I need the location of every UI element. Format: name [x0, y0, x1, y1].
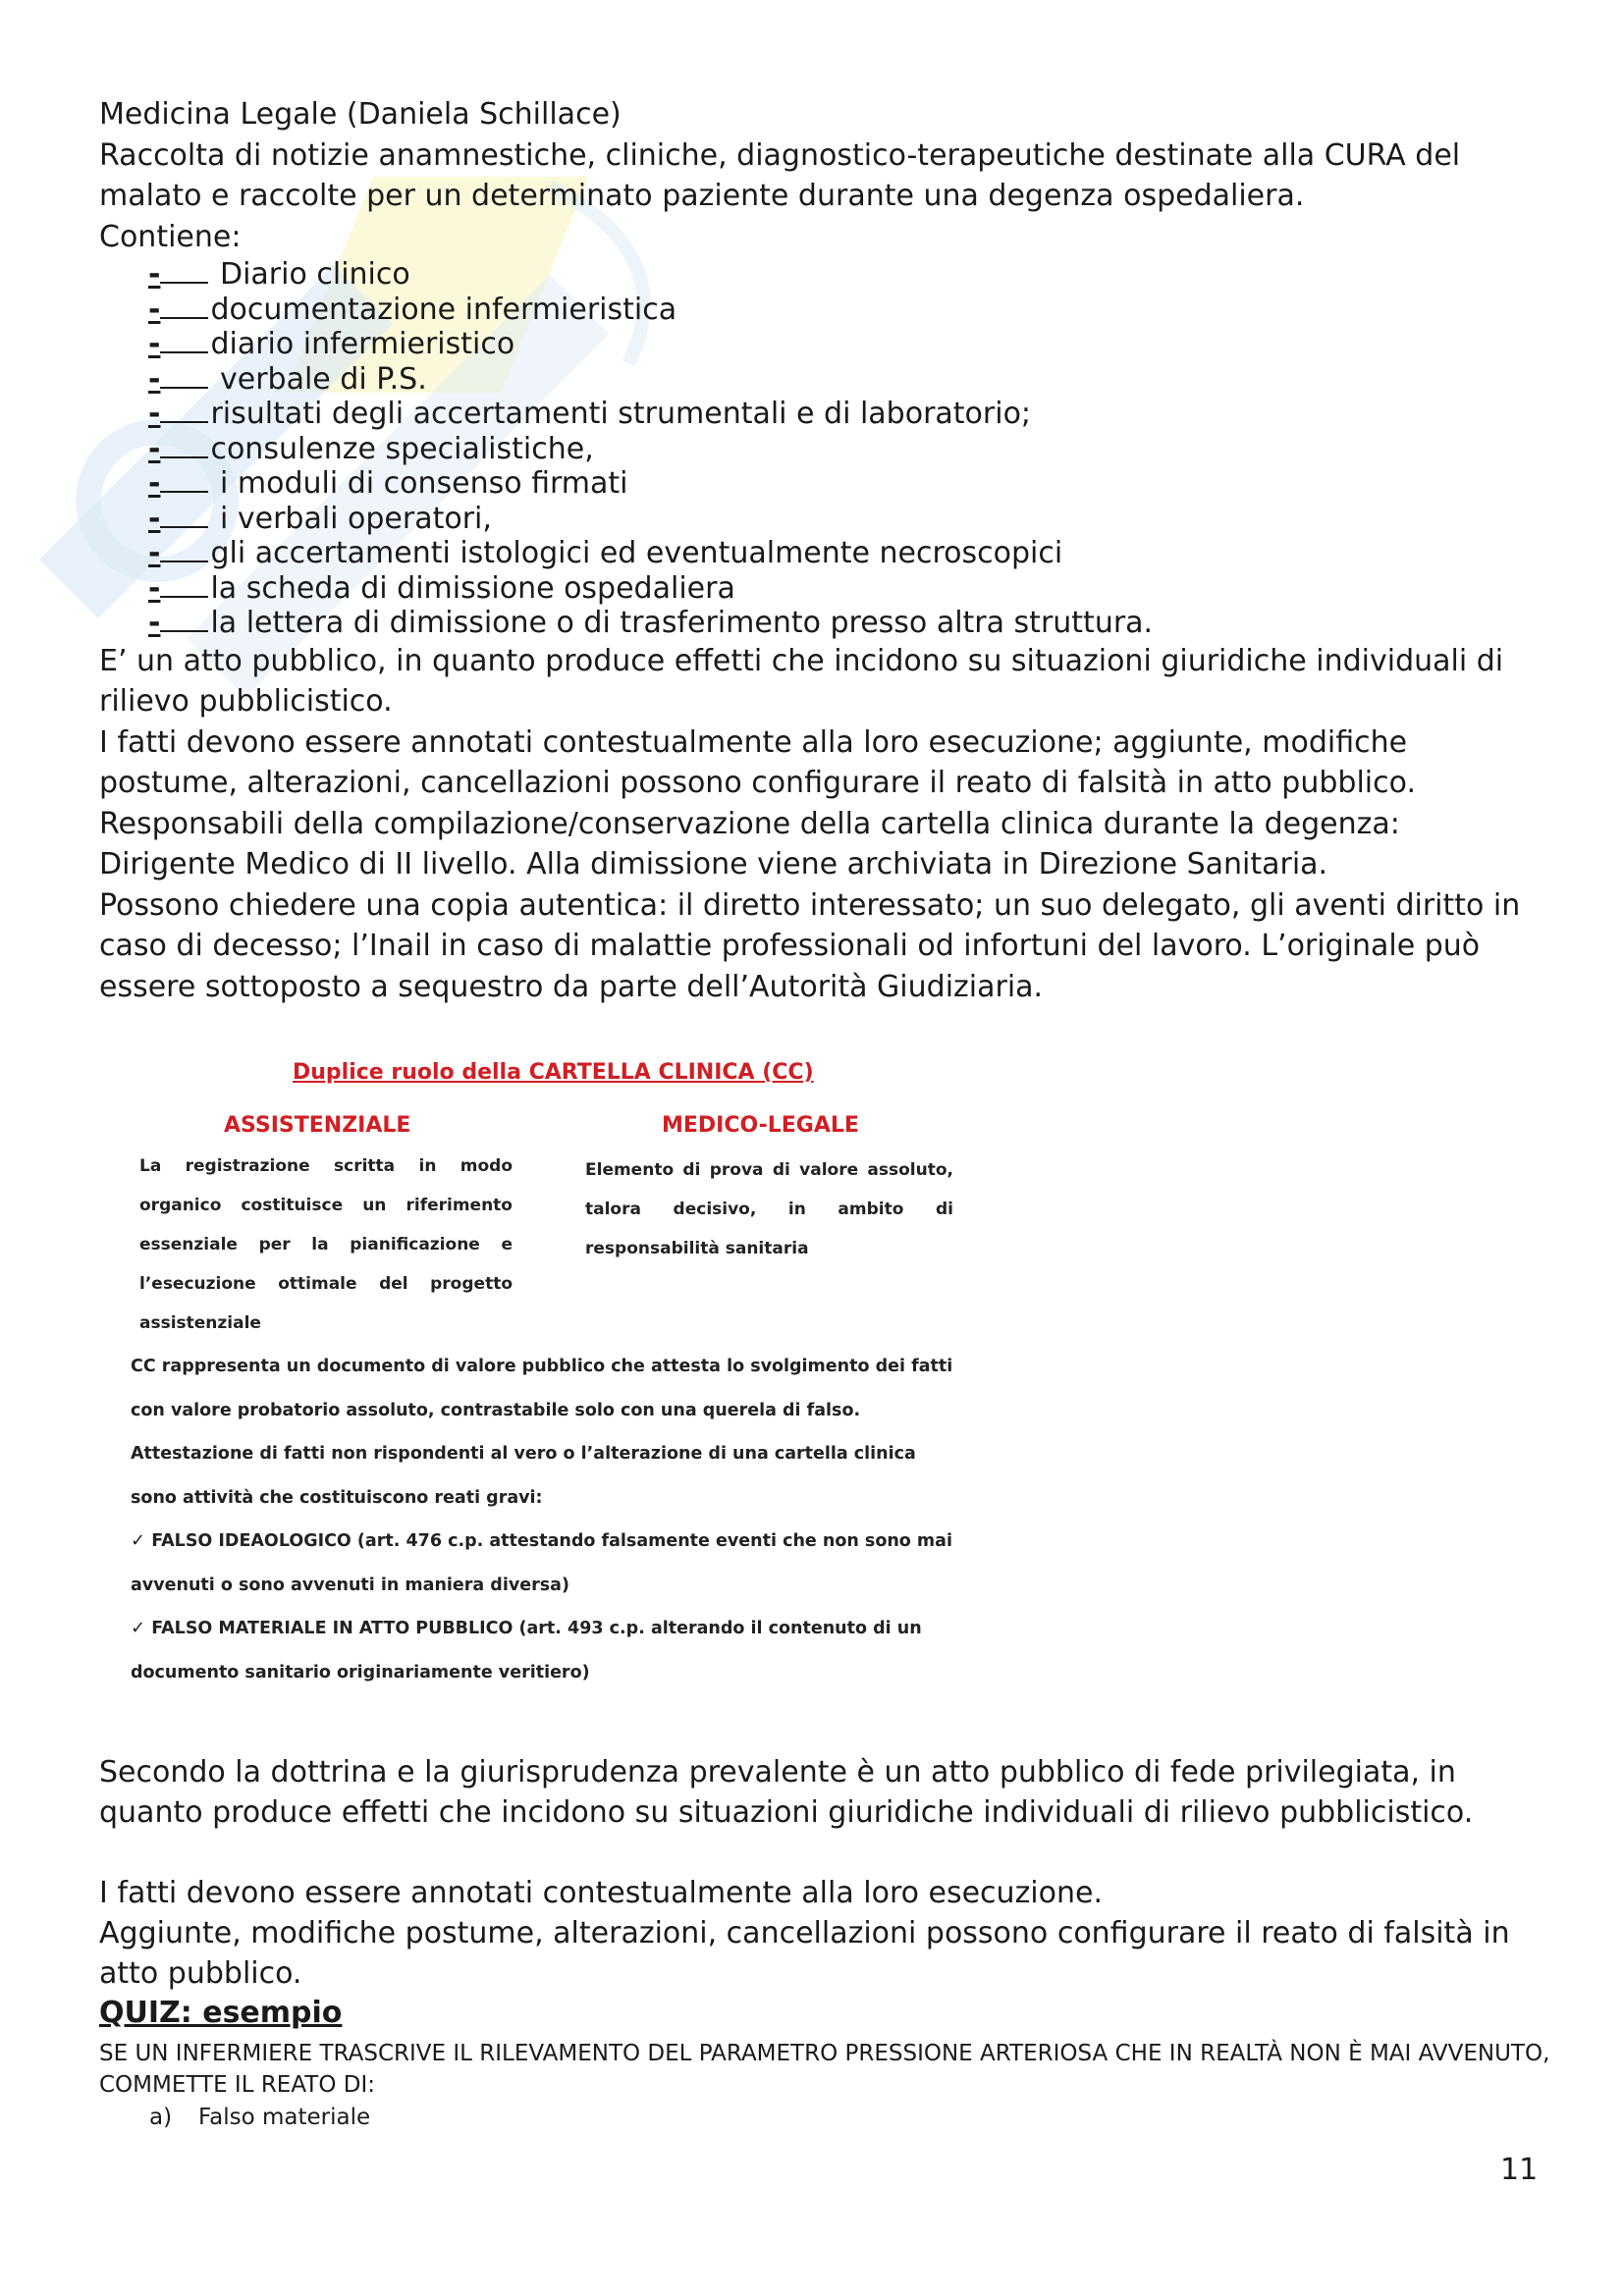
paragraph-annotazione: I fatti devono essere annotati contestualmente alla loro esecuzione; aggiunte, modifiche postume, alterazioni, cancellazioni possono configurare il reato di falsità in atto pubblico.: [99, 724, 1416, 800]
list-item: [148, 502, 1533, 537]
list-item: [148, 466, 1533, 502]
list-dash: -: [148, 536, 161, 570]
figure-check-item: [131, 1607, 955, 1694]
list-item-text: la scheda di dimissione ospedaliera: [210, 570, 735, 606]
list-item: [148, 257, 1533, 293]
list-item-text: risultati degli accertamenti strumentali e di laboratorio;: [210, 397, 1032, 431]
quiz-option-label: a): [149, 2105, 173, 2130]
paragraph-copia-autentica: Possono chiedere una copia autentica: il diretto interessato; un suo delegato, gli aventi diritto in caso di decesso; l’Inail in caso di malattie professionali od infortuni del lavoro. L’originale può essere sottoposto a sequestro da parte dell’Autorità Giudiziaria.: [99, 887, 1521, 1004]
list-dash: -: [148, 292, 161, 327]
paragraph-atto-pubblico: E’ un atto pubblico, in quanto produce effetti che incidono su situazioni giuridiche individuali di rilievo pubblicistico.: [99, 643, 1504, 719]
list-item: [148, 606, 1533, 641]
paragraph-aggiunte: Aggiunte, modifiche postume, alterazioni, cancellazioni possono configurare il reato di falsità in atto pubblico.: [99, 1916, 1510, 1991]
definition-paragraph: Raccolta di notizie anamnestiche, cliniche, diagnostico-terapeutiche destinate alla CURA del malato e raccolte per un determinato paziente durante una degenza ospedaliera.: [99, 137, 1461, 213]
paragraph-responsabili: Responsabili della compilazione/conservazione della cartella clinica durante la degenza: Dirigente Medico di II livello. Alla dimissione viene archiviata in Direzione Sanitaria.: [99, 806, 1400, 881]
list-item-text: i moduli di consenso firmati: [210, 466, 628, 501]
assistenziale-text: La registrazione scritta in modo organico costituisce un riferimento essenziale per la pianificazione e l’esecuzione ottimale del progetto assistenziale: [139, 1156, 513, 1333]
list-dash: -: [148, 570, 161, 606]
contents-list: [99, 257, 1533, 641]
underline-blank: [160, 503, 208, 528]
paragraph-dottrina: Secondo la dottrina e la giurisprudenza prevalente è un atto pubblico di fede privilegiata, in quanto produce effetti che incidono su situazioni giuridiche individuali di rilievo pubblicistico.: [99, 1755, 1474, 1830]
underline-blank: [160, 537, 208, 562]
lower-text: [99, 1752, 1533, 1994]
underline-blank: [160, 572, 208, 598]
embedded-slide-figure: [126, 1050, 955, 1698]
list-item: [148, 362, 1533, 398]
medico-legale-heading: MEDICO-LEGALE: [662, 1113, 859, 1138]
check-item-text: (art. 493 c.p. alterando il contenuto di un documento sanitario originariamente veritiero): [131, 1619, 922, 1682]
list-item: [148, 571, 1533, 607]
list-item-text: consulenze specialistiche,: [210, 431, 594, 466]
quiz-option-text: Falso materiale: [198, 2105, 371, 2130]
list-dash: -: [148, 501, 161, 536]
list-dash: -: [148, 361, 161, 397]
figure-check-item: [131, 1520, 955, 1607]
medico-legale-text: Elemento di prova di valore assoluto, talora decisivo, in ambito di responsabilità sanitaria: [585, 1160, 953, 1258]
list-item-text: diario infermieristico: [210, 327, 515, 361]
underline-blank: [160, 433, 208, 458]
figure-body: [131, 1345, 955, 1694]
assistenziale-heading: ASSISTENZIALE: [224, 1113, 411, 1138]
check-item-label: FALSO IDEAOLOGICO: [151, 1531, 352, 1551]
list-item-text: documentazione infermieristica: [210, 292, 677, 327]
list-item-text: verbale di P.S.: [210, 361, 427, 397]
checkmark-icon: ✓: [131, 1618, 146, 1638]
page-number: 11: [1500, 2153, 1539, 2187]
list-dash: -: [148, 257, 161, 292]
list-dash: -: [148, 397, 161, 431]
underline-blank: [160, 294, 208, 319]
main-text: [99, 94, 1533, 1007]
underline-blank: [160, 258, 208, 284]
underline-blank: [160, 398, 208, 423]
figure-title: Duplice ruolo della CARTELLA CLINICA (CC): [293, 1060, 814, 1085]
underline-blank: [160, 328, 208, 353]
list-item: [148, 536, 1533, 571]
spacer: [99, 1833, 1533, 1873]
list-item: [148, 327, 1533, 362]
figure-paragraph: CC rappresenta un documento di valore pubblico che attesta lo svolgimento dei fatti con valore probatorio assoluto, contrastabile solo con una querela di falso.: [131, 1357, 953, 1420]
contains-label: Contiene:: [99, 219, 242, 254]
checkmark-icon: ✓: [131, 1530, 146, 1551]
figure-paragraph: Attestazione di fatti non rispondenti al vero o l’alterazione di una cartella clinica sono attività che costituiscono reati gravi:: [131, 1444, 916, 1508]
list-item: [148, 432, 1533, 467]
quiz-question: SE UN INFERMIERE TRASCRIVE IL RILEVAMENTO DEL PARAMETRO PRESSIONE ARTERIOSA CHE IN REALTÀ NON È MAI AVVENUTO, COMMETTE IL REATO DI:: [99, 2041, 1550, 2098]
list-item: [148, 293, 1533, 328]
check-item-text: (art. 476 c.p. attestando falsamente eventi che non sono mai avvenuti o sono avvenuti in maniera diversa): [131, 1531, 952, 1595]
check-item-label: FALSO MATERIALE IN ATTO PUBBLICO: [151, 1619, 514, 1638]
list-item: [148, 397, 1533, 432]
list-dash: -: [148, 606, 161, 640]
list-item-text: i verbali operatori,: [210, 501, 492, 536]
list-dash: -: [148, 466, 161, 501]
underline-blank: [160, 467, 208, 493]
list-item-text: Diario clinico: [210, 257, 410, 292]
list-dash: -: [148, 327, 161, 361]
list-dash: -: [148, 431, 161, 466]
underline-blank: [160, 363, 208, 389]
list-item-text: gli accertamenti istologici ed eventualmente necroscopici: [210, 536, 1063, 570]
document-title: Medicina Legale (Daniela Schillace): [99, 97, 622, 132]
underline-blank: [160, 607, 208, 632]
quiz-heading: QUIZ: esempio: [99, 1996, 343, 2030]
paragraph-fatti: I fatti devono essere annotati contestualmente alla loro esecuzione.: [99, 1876, 1104, 1910]
quiz-option: [149, 2105, 370, 2130]
list-item-text: la lettera di dimissione o di trasferimento presso altra struttura.: [210, 606, 1154, 640]
